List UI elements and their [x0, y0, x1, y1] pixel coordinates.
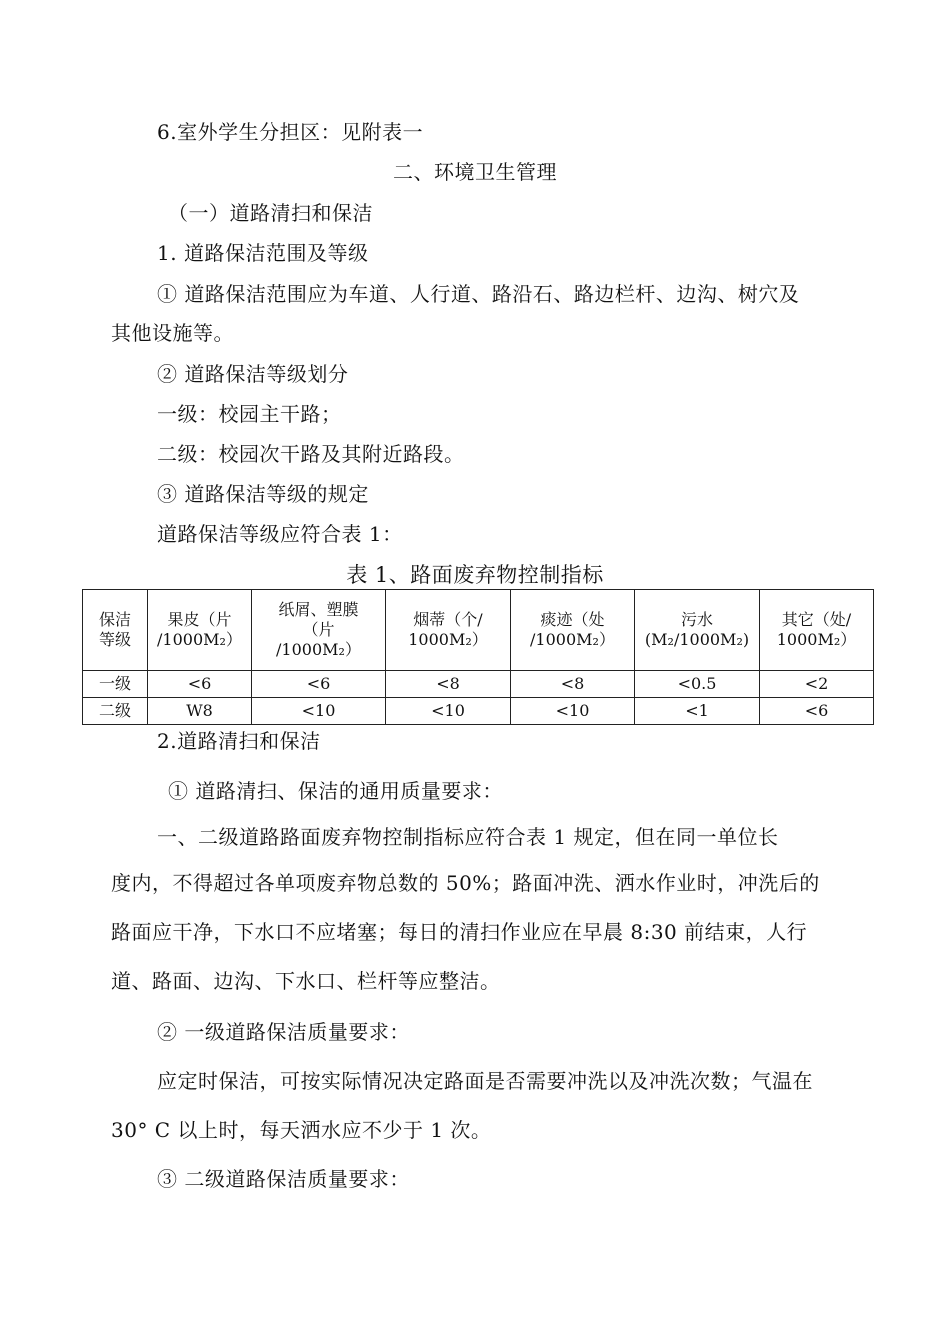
table-cell: <8 — [386, 671, 511, 698]
table-header-cell: 痰迹（处 /1000M₂） — [511, 590, 635, 671]
table-cell: <10 — [252, 698, 386, 725]
table-cell: <8 — [511, 671, 635, 698]
table-header-cell: 污水 (M₂/1000M₂) — [635, 590, 760, 671]
paragraph-requirements-3: 路面应干净，下水口不应堵塞；每日的清扫作业应在早晨 8:30 前结束，人行 — [111, 920, 808, 944]
paragraph-level2-quality: ③ 二级道路保洁质量要求： — [157, 1167, 410, 1191]
table-cell: <10 — [511, 698, 635, 725]
table-cell: 一级 — [83, 671, 148, 698]
table-header-row — [83, 590, 874, 671]
paragraph-level-division: ② 道路保洁等级划分 — [157, 362, 349, 386]
item-heading-2: 2.道路清扫和保洁 — [157, 729, 321, 753]
subsection-heading: （一）道路清扫和保洁 — [168, 201, 373, 225]
paragraph-general-requirements: ① 道路清扫、保洁的通用质量要求： — [168, 779, 503, 803]
paragraph-table-ref: 道路保洁等级应符合表 1： — [157, 522, 403, 546]
table-header-cell: 纸屑、塑膜 （片 /1000M₂） — [252, 590, 386, 671]
table-cell: <6 — [252, 671, 386, 698]
paragraph-level-1: 一级：校园主干路； — [157, 402, 342, 426]
paragraph-requirements-1: 一、二级道路路面废弃物控制指标应符合表 1 规定，但在同一单位长 — [157, 825, 779, 849]
paragraph-level1-detail-1: 应定时保洁，可按实际情况决定路面是否需要冲洗以及冲洗次数；气温在 — [157, 1069, 813, 1093]
paragraph-level1-quality: ② 一级道路保洁质量要求： — [157, 1020, 410, 1044]
table-cell: <0.5 — [635, 671, 760, 698]
table-cell: <10 — [386, 698, 511, 725]
paragraph-level1-detail-2: 30° C 以上时，每天洒水应不少于 1 次。 — [111, 1118, 492, 1142]
waste-indicator-table — [82, 589, 874, 725]
paragraph-level-2: 二级：校园次干路及其附近路段。 — [157, 442, 465, 466]
table-cell: W8 — [148, 698, 252, 725]
table-cell: 二级 — [83, 698, 148, 725]
paragraph-level-rules: ③ 道路保洁等级的规定 — [157, 482, 369, 506]
table-header-cell: 其它（处/ 1000M₂） — [760, 590, 874, 671]
table-cell: <2 — [760, 671, 874, 698]
table-header-cell: 保洁 等级 — [83, 590, 148, 671]
table-header-cell: 烟蒂（个/ 1000M₂） — [386, 590, 511, 671]
table-title: 表 1、路面废弃物控制指标 — [346, 563, 604, 587]
table-row — [83, 671, 874, 698]
table-cell: <6 — [148, 671, 252, 698]
table-cell: <1 — [635, 698, 760, 725]
table-header-cell: 果皮（片 /1000M₂） — [148, 590, 252, 671]
paragraph-outdoor-areas: 6.室外学生分担区：见附表一 — [157, 120, 424, 144]
item-heading-1: 1. 道路保洁范围及等级 — [157, 241, 369, 265]
section-heading: 二、环境卫生管理 — [393, 160, 557, 184]
table-cell: <6 — [760, 698, 874, 725]
paragraph-requirements-4: 道、路面、边沟、下水口、栏杆等应整洁。 — [111, 969, 501, 993]
paragraph-scope-1: ① 道路保洁范围应为车道、人行道、路沿石、路边栏杆、边沟、树穴及 — [157, 282, 800, 306]
paragraph-requirements-2: 度内，不得超过各单项废弃物总数的 50%；路面冲洗、洒水作业时，冲洗后的 — [111, 871, 820, 895]
table-row — [83, 698, 874, 725]
paragraph-scope-2: 其他设施等。 — [111, 321, 234, 345]
